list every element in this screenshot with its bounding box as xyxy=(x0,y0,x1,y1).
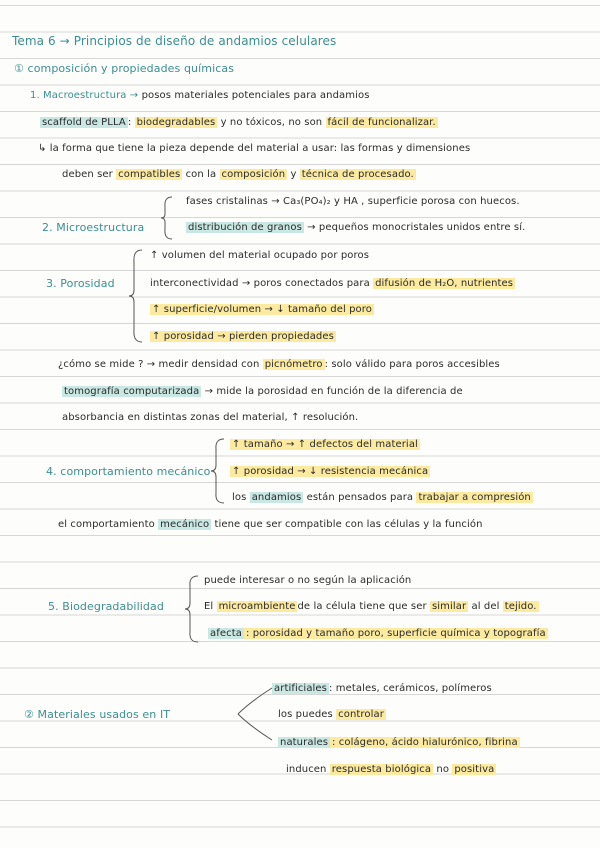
biodeg-brace xyxy=(184,574,200,644)
mechanical-brace xyxy=(210,437,226,505)
macro-label: 1. Macroestructura → xyxy=(30,90,139,101)
porosity-line-4: ↑ porosidad → pierden propiedades xyxy=(152,331,334,342)
micro-line-1: fases cristalinas → Ca₃(PO₄)₂ y HA , superficie porosa con huecos. xyxy=(186,196,520,207)
macro-line-2: scaffold de PLLA : biodegradables y no tóxicos, no son fácil de funcionalizar. xyxy=(42,117,436,128)
biodeg-label: 5. Biodegradabilidad xyxy=(48,600,164,613)
porosity-brace xyxy=(128,248,144,344)
mechanical-line-3: los andamios están pensados para trabajar a compresión xyxy=(232,492,531,503)
macro-hl-biodeg: biodegradables xyxy=(136,117,216,128)
section-2-line-3: naturales : colágeno, ácido hialurónico, fibrina xyxy=(280,737,518,748)
micro-line-2: distribución de granos → pequeños monocristales unidos entre sí. xyxy=(188,222,526,233)
section-2-line-1: artificiales : metales, cerámicos, polímeros xyxy=(274,683,492,694)
mechanical-line-4: el comportamiento mecánico tiene que ser compatible con las células y la función xyxy=(58,519,483,530)
biodeg-line-3: afecta : porosidad y tamaño poro, superficie química y topografía xyxy=(210,628,546,639)
mechanical-line-1: ↑ tamaño → ↑ defectos del material xyxy=(232,439,418,450)
section-2-branch xyxy=(236,682,276,746)
porosity-line-3: ↑ superficie/volumen → ↓ tamaño del poro xyxy=(152,304,372,315)
macro-line-1 xyxy=(30,89,370,103)
mechanical-line-2: ↑ porosidad → ↓ resistencia mecánica xyxy=(232,466,429,477)
section-2-line-4: inducen respuesta biológica no positiva xyxy=(286,764,495,775)
measure-line-2: tomografía computarizada → mide la porosidad en función de la diferencia de xyxy=(64,386,463,397)
micro-label: 2. Microestructura xyxy=(42,221,145,234)
macro-hl-scaffold: scaffold de PLLA xyxy=(42,117,126,128)
measure-line-1: ¿cómo se mide ? → medir densidad con picnómetro : solo válido para poros accesibles xyxy=(58,359,500,370)
macro-text: posos materiales potenciales para andamios xyxy=(141,90,370,101)
porosity-line-2: interconectividad → poros conectados para difusión de H₂O, nutrientes xyxy=(150,278,514,289)
macro-hl-func: fácil de funcionalizar. xyxy=(327,117,436,128)
page-title: Tema 6 → Principios de diseño de andamios celulares xyxy=(12,34,337,48)
section-2-line-2: los puedes controlar xyxy=(278,709,384,720)
measure-line-3: absorbancia en distintas zonas del material, ↑ resolución. xyxy=(62,412,359,423)
porosity-line-1: ↑ volumen del material ocupado por poros xyxy=(150,250,370,261)
biodeg-line-2: El microambiente de la célula tiene que ser similar al del tejido. xyxy=(204,601,537,612)
macro-line-3: ↳ la forma que tiene la pieza depende del material a usar: las formas y dimensiones xyxy=(38,143,471,154)
micro-brace xyxy=(160,195,174,241)
macro-line-4: deben ser compatibles con la composición y técnica de procesado. xyxy=(62,169,414,180)
section-2-heading: ② Materiales usados en IT xyxy=(24,708,171,721)
mechanical-label: 4. comportamiento mecánico xyxy=(46,465,211,478)
biodeg-line-1: puede interesar o no según la aplicación xyxy=(204,575,412,586)
section-1-heading: ① composición y propiedades químicas xyxy=(14,62,235,75)
porosity-label: 3. Porosidad xyxy=(46,277,115,290)
